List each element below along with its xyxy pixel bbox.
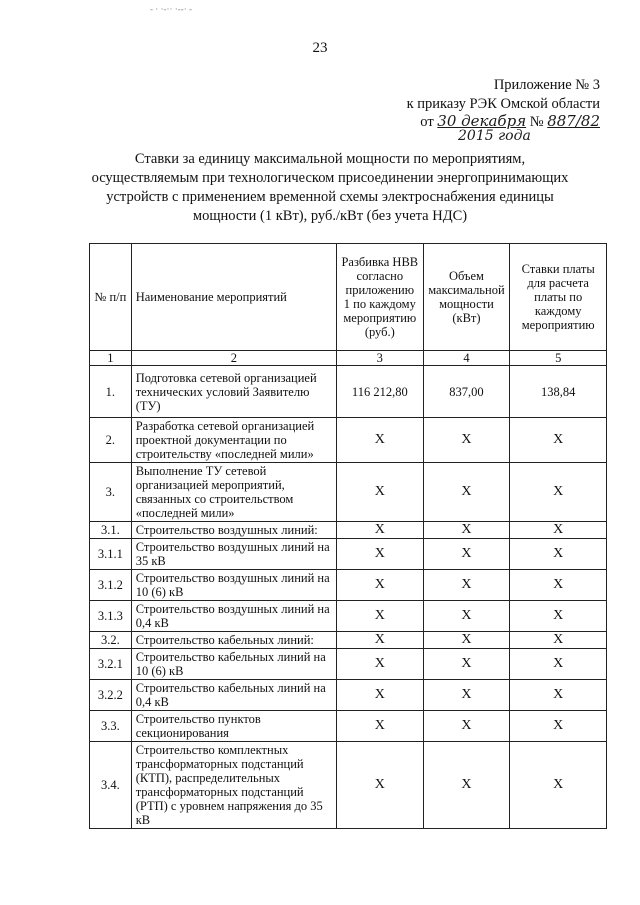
col-index: 1 — [90, 351, 132, 366]
row-rate: Х — [510, 418, 607, 463]
number-handwritten: 887/82 — [547, 112, 600, 130]
row-nvv: Х — [337, 463, 423, 522]
row-num: 3.3. — [90, 711, 132, 742]
appendix-label: Приложение № 3 — [493, 77, 600, 93]
row-num: 2. — [90, 418, 132, 463]
row-name: Строительство воздушных линий на 35 кВ — [131, 539, 336, 570]
header-num: № п/п — [90, 244, 132, 351]
table-row — [90, 649, 607, 680]
tariff-table — [89, 243, 607, 829]
col-index: 4 — [423, 351, 510, 366]
date-prefix: от — [420, 114, 434, 130]
row-nvv: Х — [337, 570, 423, 601]
header-max-power: Объем максимальной мощности (кВт) — [423, 244, 510, 351]
row-rate: Х — [510, 680, 607, 711]
row-name: Выполнение ТУ сетевой организацией мероприятий, связанных со строительством «последней мили» — [131, 463, 336, 522]
row-name: Строительство кабельных линий на 0,4 кВ — [131, 680, 336, 711]
table-row — [90, 570, 607, 601]
table-row — [90, 418, 607, 463]
row-nvv: Х — [337, 539, 423, 570]
col-index: 3 — [337, 351, 423, 366]
date-handwritten: 30 декабря — [437, 112, 527, 130]
row-power: Х — [423, 632, 510, 649]
row-name: Строительство кабельных линий на 10 (6) кВ — [131, 649, 336, 680]
row-power: Х — [423, 418, 510, 463]
table-row — [90, 742, 607, 829]
header-nvv-breakdown: Разбивка НВВ согласно приложению 1 по каждому мероприятию (руб.) — [337, 244, 423, 351]
row-rate: Х — [510, 539, 607, 570]
col-index: 2 — [131, 351, 336, 366]
row-power: Х — [423, 742, 510, 829]
row-name: Строительство воздушных линий на 10 (6) кВ — [131, 570, 336, 601]
row-num: 3.2.2 — [90, 680, 132, 711]
row-power: Х — [423, 649, 510, 680]
row-rate: Х — [510, 601, 607, 632]
page-number: 23 — [312, 40, 328, 56]
row-power: Х — [423, 539, 510, 570]
row-power: Х — [423, 570, 510, 601]
row-num: 3.1.1 — [90, 539, 132, 570]
row-power: Х — [423, 680, 510, 711]
header-name: Наименование мероприятий — [131, 244, 336, 351]
header-rate: Ставки платы для расчета платы по каждому мероприятию — [510, 244, 607, 351]
row-nvv: Х — [337, 742, 423, 829]
year-handwritten: 2015 года — [458, 128, 531, 144]
row-num: 3.1.3 — [90, 601, 132, 632]
table-row — [90, 601, 607, 632]
table-header-row — [90, 244, 607, 351]
table-row — [90, 539, 607, 570]
row-rate: Х — [510, 570, 607, 601]
row-power: Х — [423, 522, 510, 539]
table-row — [90, 463, 607, 522]
appendix-order-ref: к приказу РЭК Омской области — [406, 96, 600, 112]
row-name: Разработка сетевой организацией проектной документации по строительству «последней мили» — [131, 418, 336, 463]
row-name: Строительство пунктов секционирования — [131, 711, 336, 742]
row-num: 3.1. — [90, 522, 132, 539]
table-row — [90, 522, 607, 539]
table-row — [90, 366, 607, 418]
row-nvv: 116 212,80 — [337, 366, 423, 418]
row-num: 3.1.2 — [90, 570, 132, 601]
row-power: Х — [423, 601, 510, 632]
row-rate: Х — [510, 711, 607, 742]
row-nvv: Х — [337, 632, 423, 649]
row-rate: Х — [510, 742, 607, 829]
row-rate: Х — [510, 649, 607, 680]
col-index: 5 — [510, 351, 607, 366]
row-num: 3.2.1 — [90, 649, 132, 680]
row-rate: Х — [510, 463, 607, 522]
row-name: Строительство воздушных линий на 0,4 кВ — [131, 601, 336, 632]
row-num: 1. — [90, 366, 132, 418]
document-title: Ставки за единицу максимальной мощности по мероприятиям, осуществляемым при технологическом присоединении энергопринимающих устройств с применением временной схемы электроснабжения единицы мощности (1 кВт), руб./кВт (без учета НДС) — [91, 151, 569, 224]
row-nvv: Х — [337, 418, 423, 463]
row-num: 3.2. — [90, 632, 132, 649]
row-power: Х — [423, 463, 510, 522]
row-num: 3.4. — [90, 742, 132, 829]
number-prefix: № — [529, 114, 544, 130]
row-rate: Х — [510, 522, 607, 539]
row-name: Строительство кабельных линий: — [131, 632, 336, 649]
row-nvv: Х — [337, 711, 423, 742]
row-nvv: Х — [337, 522, 423, 539]
row-nvv: Х — [337, 649, 423, 680]
row-name: Строительство комплектных трансформаторных подстанций (КТП), распределительных трансформаторных подстанций (РТП) с уровнем напряжения до 35 кВ — [131, 742, 336, 829]
table-row — [90, 711, 607, 742]
scan-marks: - · ·-·· ·--· - — [150, 4, 192, 14]
table-row — [90, 632, 607, 649]
row-power: Х — [423, 711, 510, 742]
column-index-row — [90, 351, 607, 366]
row-name: Подготовка сетевой организацией технических условий Заявителю (ТУ) — [131, 366, 336, 418]
row-rate: Х — [510, 632, 607, 649]
row-rate: 138,84 — [510, 366, 607, 418]
row-name: Строительство воздушных линий: — [131, 522, 336, 539]
row-nvv: Х — [337, 601, 423, 632]
row-num: 3. — [90, 463, 132, 522]
row-power: 837,00 — [423, 366, 510, 418]
row-nvv: Х — [337, 680, 423, 711]
table-row — [90, 680, 607, 711]
